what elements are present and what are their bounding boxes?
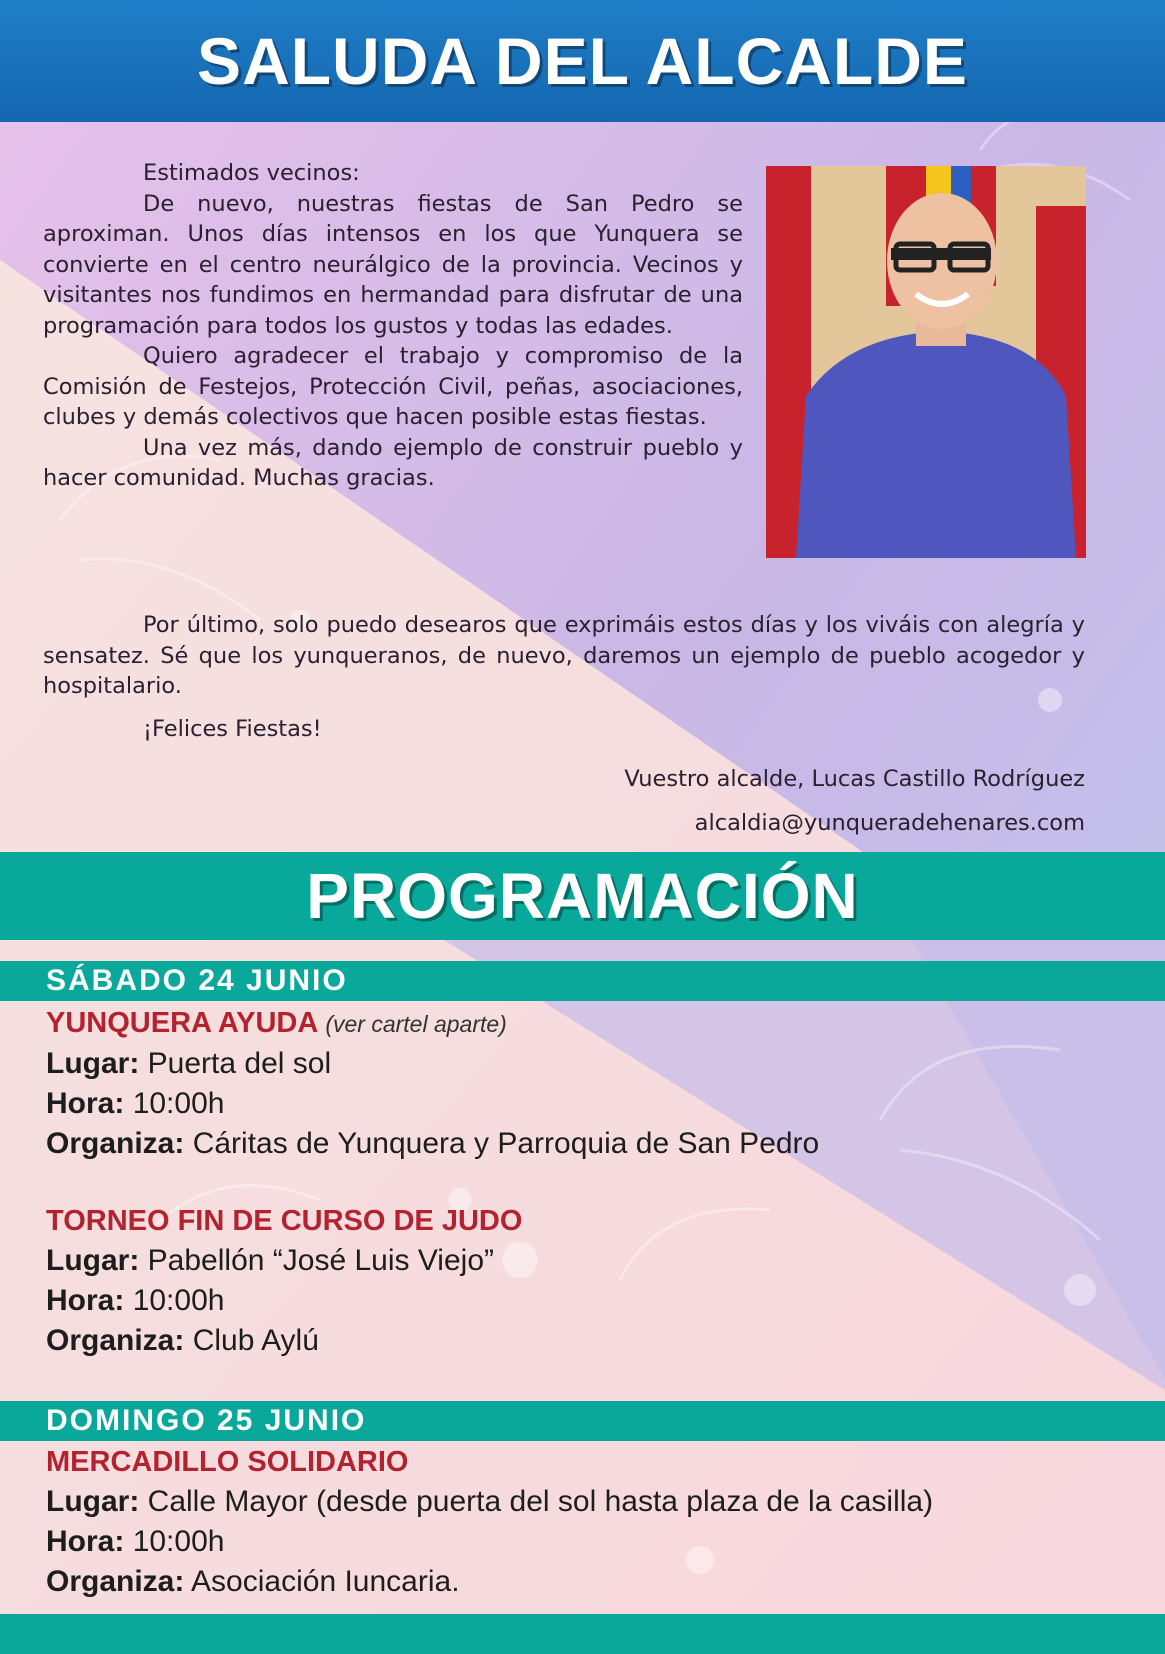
time-value: 10:00h [132, 1284, 225, 1317]
letter-paragraph: Por último, solo puedo desearos que exprimáis estos días y los viváis con alegría y sensatez. Sé que los yunqueranos, de nuevo, daremos un ejemplo de pueblo acogedor y hospitalario. [43, 612, 1085, 699]
organizer-value: Asociación Iuncaria. [191, 1565, 460, 1598]
letter-continuation [43, 610, 1085, 702]
mayor-photo [766, 166, 1086, 558]
event-title: TORNEO FIN DE CURSO DE JUDO [46, 1205, 523, 1237]
letter-greeting: Estimados vecinos: [143, 160, 360, 186]
day-header: DOMINGO 25 JUNIO [0, 1401, 1165, 1441]
organizer-value: Club Aylú [192, 1324, 319, 1357]
place-label: Lugar: [46, 1047, 140, 1080]
time-value: 10:00h [132, 1525, 225, 1558]
event-item [46, 1003, 1126, 1164]
letter-closing: ¡Felices Fiestas! [143, 716, 322, 742]
event-item [46, 1442, 1126, 1602]
event-place [46, 1482, 1126, 1522]
event-organizer [46, 1562, 1126, 1602]
event-place [46, 1241, 1126, 1281]
event-place [46, 1044, 1126, 1084]
mayor-letter [43, 158, 743, 494]
day-header: SÁBADO 24 JUNIO [0, 961, 1165, 1001]
event-organizer [46, 1321, 1126, 1361]
time-label: Hora: [46, 1087, 125, 1120]
letter-paragraph: Quiero agradecer el trabajo y compromiso de la Comisión de Festejos, Protección Civil, peñas, asociaciones, clubes y demás colectivos que hacen posible estas fiestas. [43, 343, 743, 430]
place-value: Calle Mayor (desde puerta del sol hasta plaza de la casilla) [147, 1485, 934, 1518]
mayor-email[interactable]: alcaldia@yunqueradehenares.com [694, 810, 1085, 836]
event-time [46, 1281, 1126, 1321]
organizer-label: Organiza: [46, 1127, 185, 1160]
event-note: (ver cartel aparte) [325, 1011, 507, 1037]
page-header [0, 0, 1165, 122]
place-value: Puerta del sol [147, 1047, 332, 1080]
event-time [46, 1084, 1126, 1124]
organizer-label: Organiza: [46, 1565, 185, 1598]
event-organizer [46, 1124, 1126, 1164]
program-header [0, 852, 1165, 940]
letter-paragraph: Una vez más, dando ejemplo de construir pueblo y hacer comunidad. Muchas gracias. [43, 434, 743, 491]
place-value: Pabellón “José Luis Viejo” [147, 1244, 494, 1277]
footer-bar [0, 1614, 1165, 1654]
event-title [46, 1003, 1126, 1044]
time-label: Hora: [46, 1284, 125, 1317]
time-label: Hora: [46, 1525, 125, 1558]
organizer-label: Organiza: [46, 1324, 185, 1357]
mayor-signature: Vuestro alcalde, Lucas Castillo Rodríguez [624, 766, 1085, 792]
letter-signature-block [624, 757, 1085, 845]
event-time [46, 1522, 1126, 1562]
place-label: Lugar: [46, 1485, 140, 1518]
organizer-value: Cáritas de Yunquera y Parroquia de San Pedro [192, 1127, 820, 1160]
place-label: Lugar: [46, 1244, 140, 1277]
page-title: SALUDA DEL ALCALDE [197, 24, 968, 98]
event-title-text: YUNQUERA AYUDA [46, 1007, 318, 1039]
event-item [46, 1201, 1126, 1361]
program-title: PROGRAMACIÓN [306, 860, 859, 932]
letter-paragraph: De nuevo, nuestras fiestas de San Pedro se aproximan. Unos días intensos en los que Yunquera se convierte en el centro neurálgico de la provincia. Vecinos y visitantes nos fundimos en hermandad para disfrutar de una programación para todos los gustos y todas las edades. [43, 190, 743, 339]
event-title: MERCADILLO SOLIDARIO [46, 1446, 409, 1478]
time-value: 10:00h [132, 1087, 225, 1120]
